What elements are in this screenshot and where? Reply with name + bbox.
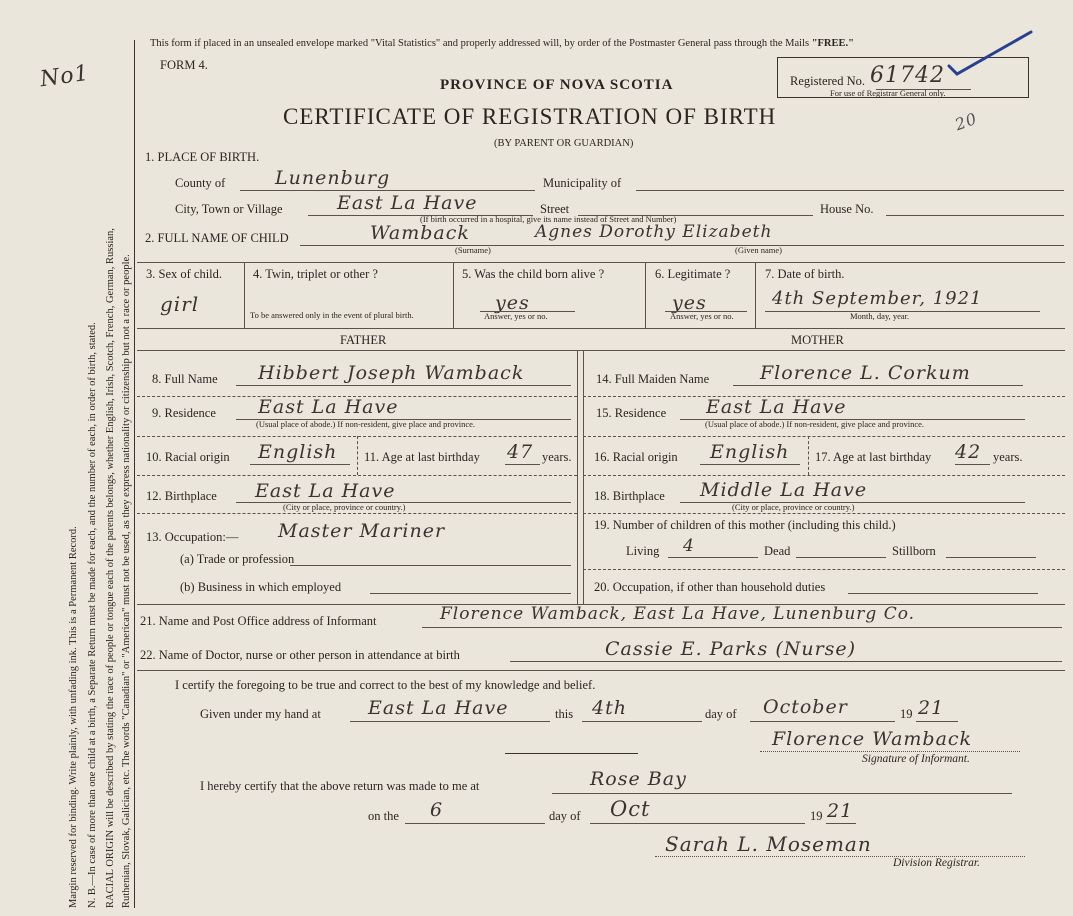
certificate-subtitle: (BY PARENT OR GUARDIAN) — [494, 138, 634, 149]
father-birthplace-value: East La Have — [255, 480, 396, 502]
mother-age-value: 42 — [955, 441, 982, 463]
certification-year-value: 21 — [918, 697, 945, 719]
informant-signature-label: Signature of Informant. — [862, 753, 970, 765]
doctor-label: 22. Name of Doctor, nurse or other person in attendance at birth — [140, 648, 460, 662]
certification-day-value: 4th — [592, 697, 627, 719]
mother-years-label: years. — [993, 450, 1023, 464]
father-heading: FATHER — [340, 333, 387, 347]
given-under-hand-label: Given under my hand at — [200, 707, 321, 721]
legitimate-value: yes — [672, 292, 707, 314]
registrar-year-value: 21 — [827, 800, 854, 822]
place-of-birth-heading: 1. PLACE OF BIRTH. — [145, 150, 260, 164]
father-residence-note: (Usual place of abode.) If non-resident, give place and province. — [256, 419, 476, 429]
mother-birthplace-label: 18. Birthplace — [594, 489, 665, 503]
sex-value: girl — [160, 292, 200, 316]
this-label: this — [555, 707, 574, 721]
city-label: City, Town or Village — [175, 202, 283, 216]
mailing-note-text: This form if placed in an unsealed envelope marked "Vital Statistics" and properly addressed will, by order of the Postmaster General pass through the Mails — [150, 38, 810, 49]
blue-check-mark — [945, 28, 1035, 78]
doctor-value: Cassie E. Parks (Nurse) — [605, 638, 857, 660]
certification-year-prefix: 19 — [900, 707, 913, 721]
binding-margin-line — [134, 40, 135, 908]
registered-label: Registered No. — [790, 74, 865, 88]
legitimate-note: Answer, yes or no. — [670, 311, 734, 321]
father-years-label: years. — [542, 450, 572, 464]
father-occupation-value: Master Mariner — [278, 520, 446, 542]
born-alive-label: 5. Was the child born alive ? — [462, 267, 605, 281]
surname-note: (Surname) — [455, 245, 491, 255]
father-name-value: Hibbert Joseph Wamback — [258, 362, 525, 384]
mother-residence-label: 15. Residence — [596, 406, 667, 420]
father-business-label: (b) Business in which employed — [180, 580, 342, 594]
day-of-label: day of — [705, 707, 737, 721]
mother-residence-note: (Usual place of abode.) If non-resident, give place and province. — [705, 419, 925, 429]
certification-statement: I certify the foregoing to be true and correct to the best of my knowledge and belief. — [175, 678, 596, 692]
county-value: Lunenburg — [275, 167, 391, 189]
province-heading: PROVINCE OF NOVA SCOTIA — [440, 77, 674, 93]
mailing-note — [150, 38, 854, 49]
mother-heading: MOTHER — [791, 333, 844, 347]
mother-children-label: 19. Number of children of this mother (including this child.) — [594, 518, 896, 532]
margin-note-plural-birth: N. B.—In case of more than one child at a birth, a Separate Return must be made for each, and the number of each, in order of birth, stated. — [87, 322, 98, 908]
house-number-label: House No. — [820, 202, 874, 216]
father-name-label: 8. Full Name — [152, 372, 218, 386]
mother-racial-origin-value: English — [710, 441, 790, 463]
margin-note-racial-origin: RACIAL ORIGIN will be described by stating the race of people or tongue each of the parents belongs, whether English, Irish, Scotch, French, German, Russian, — [105, 228, 116, 908]
informant-value: Florence Wamback, East La Have, Lunenburg Co. — [440, 604, 916, 624]
mother-name-label: 14. Full Maiden Name — [596, 372, 710, 386]
child-name-label: 2. FULL NAME OF CHILD — [145, 231, 289, 245]
mother-birthplace-note: (City or place, province or country.) — [732, 502, 855, 512]
municipality-label: Municipality of — [543, 176, 622, 190]
child-given-names-value: Agnes Dorothy Elizabeth — [535, 222, 773, 242]
county-label: County of — [175, 176, 226, 190]
father-occupation-label: 13. Occupation:— — [146, 530, 239, 544]
corner-pencil-mark: 20 — [952, 108, 980, 135]
sex-label: 3. Sex of child. — [146, 267, 223, 281]
registrar-day-value: 6 — [430, 799, 444, 821]
registrar-day-of-label: day of — [549, 809, 581, 823]
father-birthplace-note: (City or place, province or country.) — [283, 502, 406, 512]
father-trade-label: (a) Trade or profession — [180, 552, 295, 566]
registrar-use-note: For use of Registrar General only. — [830, 88, 946, 98]
mother-occupation-label: 20. Occupation, if other than household duties — [594, 580, 826, 594]
registrar-year-prefix: 19 — [810, 809, 823, 823]
certificate-title: CERTIFICATE OF REGISTRATION OF BIRTH — [283, 104, 777, 129]
city-value: East La Have — [337, 192, 478, 214]
informant-signature: Florence Wamback — [772, 728, 973, 750]
father-residence-label: 9. Residence — [152, 406, 216, 420]
date-of-birth-value: 4th September, 1921 — [772, 288, 983, 309]
on-the-label: on the — [368, 809, 399, 823]
given-name-note: (Given name) — [735, 245, 782, 255]
child-surname-value: Wamback — [370, 222, 470, 244]
mother-name-value: Florence L. Corkum — [760, 362, 971, 384]
hospital-note: (If birth occurred in a hospital, give its name instead of Street and Number) — [420, 214, 677, 224]
stillborn-label: Stillborn — [892, 544, 936, 558]
registrar-statement: I hereby certify that the above return was made to me at — [200, 779, 480, 793]
registrar-place-value: Rose Bay — [590, 768, 687, 790]
margin-number-mark: No1 — [38, 60, 91, 93]
margin-note-racial-origin-cont: Ruthenian, Slovak, Galician, etc. The words "Canadian" or "American" must not be used, as they express nationality or citizenship but not a race or people. — [121, 254, 132, 908]
date-of-birth-label: 7. Date of birth. — [765, 267, 845, 281]
dead-label: Dead — [764, 544, 791, 558]
mother-birthplace-value: Middle La Have — [700, 479, 868, 501]
given-place-value: East La Have — [368, 697, 509, 719]
date-of-birth-note: Month, day, year. — [850, 311, 910, 321]
margin-note-binding: Margin reserved for binding. Write plainly, with unfading ink. This is a Permanent Record. — [68, 526, 79, 908]
father-age-label: 11. Age at last birthday — [364, 450, 480, 464]
twin-note: To be answered only in the event of plural birth. — [250, 310, 414, 320]
registrar-signature-label: Division Registrar. — [893, 857, 980, 869]
mother-racial-origin-label: 16. Racial origin — [594, 450, 678, 464]
mother-age-label: 17. Age at last birthday — [815, 450, 932, 464]
street-label: Street — [540, 202, 570, 216]
born-alive-note: Answer, yes or no. — [484, 311, 548, 321]
father-racial-origin-value: English — [258, 441, 338, 463]
born-alive-value: yes — [495, 292, 530, 314]
registrar-month-value: Oct — [610, 797, 651, 821]
living-value: 4 — [683, 536, 695, 556]
certification-month-value: October — [763, 696, 848, 718]
father-age-value: 47 — [507, 441, 534, 463]
legitimate-label: 6. Legitimate ? — [655, 267, 731, 281]
father-birthplace-label: 12. Birthplace — [146, 489, 217, 503]
form-number: FORM 4. — [160, 58, 208, 72]
informant-label: 21. Name and Post Office address of Informant — [140, 614, 377, 628]
father-racial-origin-label: 10. Racial origin — [146, 450, 230, 464]
registered-number: 61742 — [870, 63, 945, 88]
mother-residence-value: East La Have — [706, 396, 847, 418]
living-label: Living — [626, 544, 660, 558]
father-residence-value: East La Have — [258, 396, 399, 418]
twin-label: 4. Twin, triplet or other ? — [253, 267, 378, 281]
free-mark: "FREE." — [811, 38, 854, 49]
registrar-signature: Sarah L. Moseman — [665, 832, 872, 856]
